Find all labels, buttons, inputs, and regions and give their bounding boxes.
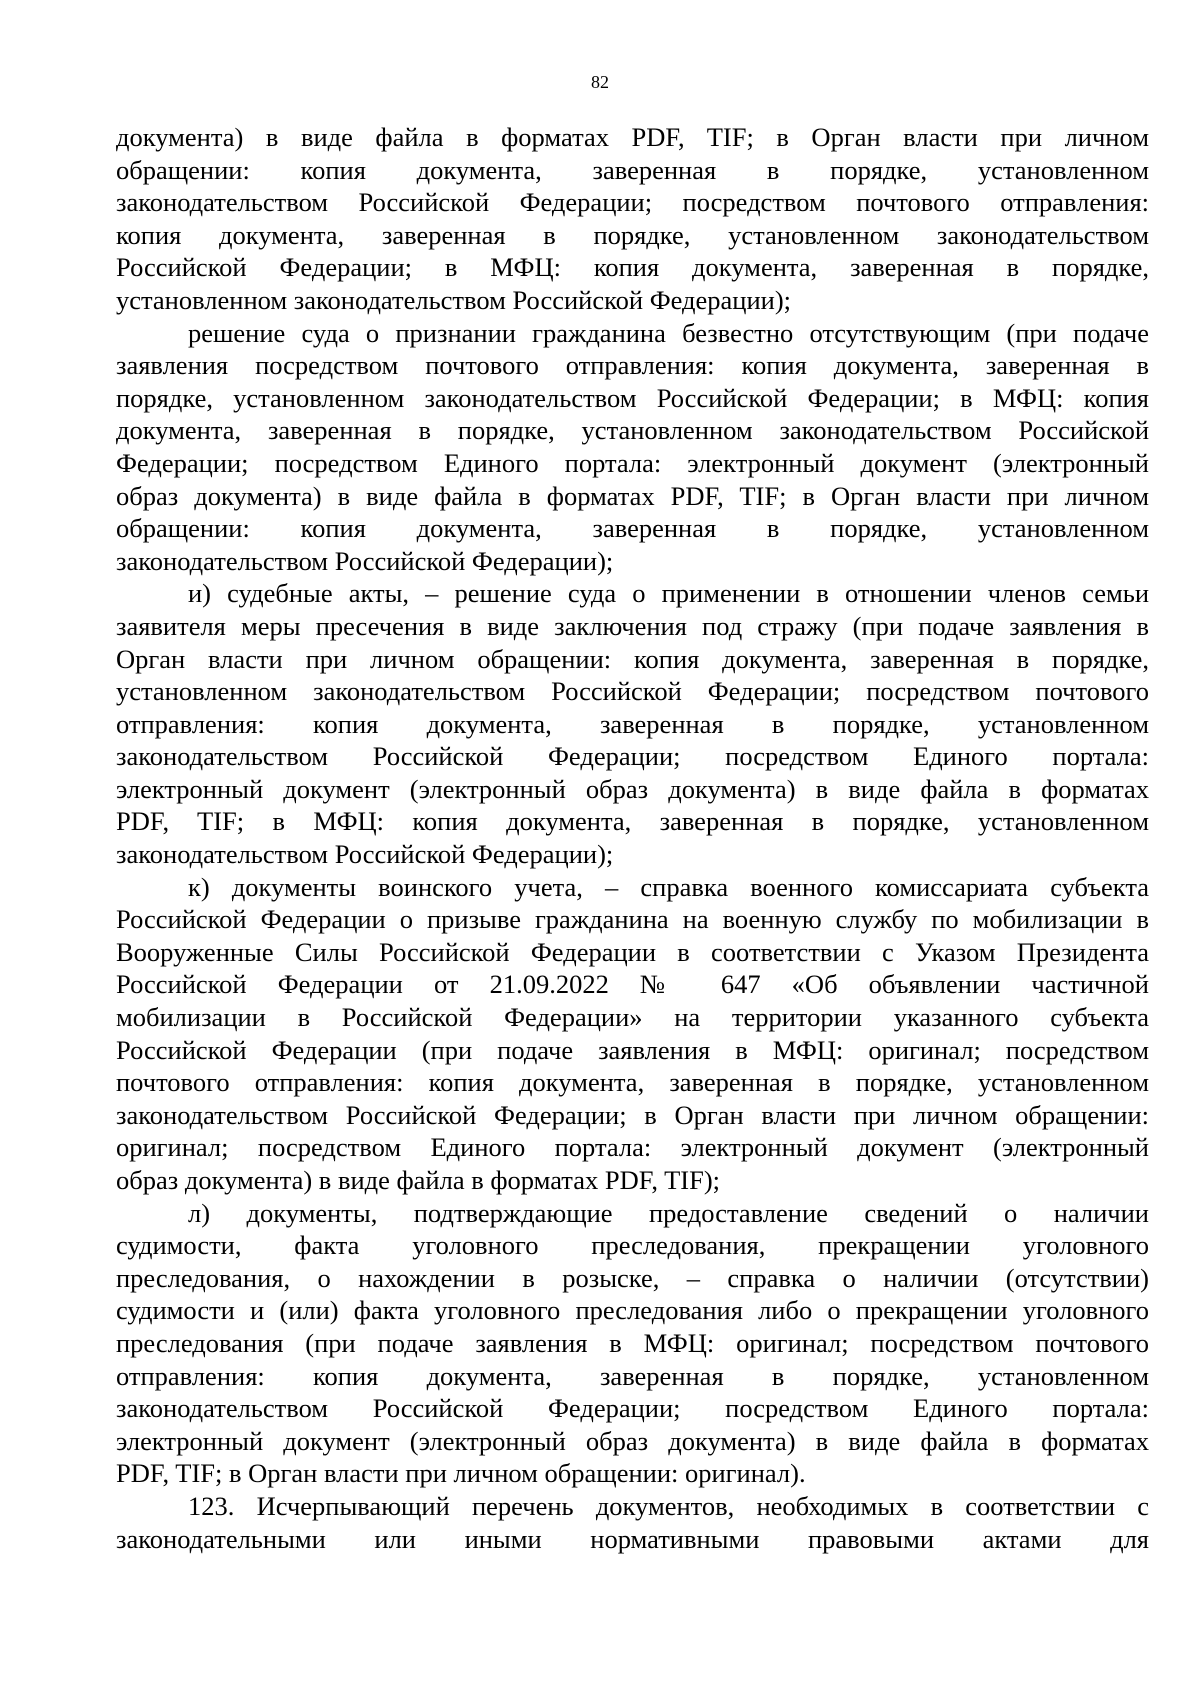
page-number: 82	[591, 72, 609, 92]
text-line: отправления: копия документа, заверенная в порядке, установленном	[116, 1360, 1149, 1391]
text-line: копия документа, заверенная в порядке, установленном законодательством	[116, 219, 1149, 250]
text-line: преследования, о нахождении в розыске, – справка о наличии (отсутствии)	[116, 1262, 1149, 1293]
text-line: и) судебные акты, – решение суда о применении в отношении членов семьи	[188, 578, 1149, 609]
text-line: электронный документ (электронный образ документа) в виде файла в форматах	[116, 1425, 1149, 1456]
text-line: преследования (при подаче заявления в МФЦ: оригинал; посредством почтового	[116, 1327, 1149, 1358]
text-line: PDF, TIF; в Орган власти при личном обращении: оригинал).	[116, 1458, 806, 1489]
document-body	[116, 121, 1149, 1555]
text-line: Российской Федерации (при подаче заявления в МФЦ: оригинал; посредством	[116, 1034, 1149, 1065]
text-line: обращении: копия документа, заверенная в порядке, установленном	[116, 513, 1149, 544]
text-line: почтового отправления: копия документа, заверенная в порядке, установленном	[116, 1067, 1149, 1098]
text-line: образ документа) в виде файла в форматах PDF, TIF; в Орган власти при личном	[116, 480, 1149, 511]
text-line: установленном законодательством Российской Федерации);	[116, 284, 792, 315]
text-line: судимости, факта уголовного преследования, прекращении уголовного	[116, 1230, 1149, 1261]
text-line: Орган власти при личном обращении: копия документа, заверенная в порядке,	[116, 643, 1149, 674]
text-line: документа) в виде файла в форматах PDF, TIF; в Орган власти при личном	[116, 122, 1149, 152]
text-line: Российской Федерации о призыве гражданина на военную службу по мобилизации в	[116, 904, 1149, 935]
text-line: законодательством Российской Федерации; посредством Единого портала:	[116, 1393, 1149, 1424]
text-line: законодательством Российской Федерации);	[116, 545, 614, 576]
text-line: законодательством Российской Федерации);	[116, 839, 614, 870]
text-line: 123. Исчерпывающий перечень документов, необходимых в соответствии с	[188, 1490, 1149, 1521]
text-line: решение суда о признании гражданина безвестно отсутствующим (при подаче	[188, 317, 1149, 348]
text-line: законодательством Российской Федерации; в Орган власти при личном обращении:	[116, 1099, 1149, 1130]
text-line: Вооруженные Силы Российской Федерации в соответствии с Указом Президента	[116, 936, 1149, 967]
text-line: заявления посредством почтового отправления: копия документа, заверенная в	[116, 350, 1149, 381]
text-line: законодательными или иными нормативными правовыми актами для	[116, 1523, 1149, 1554]
text-line: заявителя меры пресечения в виде заключения под стражу (при подаче заявления в	[116, 610, 1149, 641]
text-line: электронный документ (электронный образ документа) в виде файла в форматах	[116, 773, 1149, 804]
text-line: PDF, TIF; в МФЦ: копия документа, заверенная в порядке, установленном	[116, 806, 1149, 837]
text-line: к) документы воинского учета, – справка военного комиссариата субъекта	[188, 871, 1149, 902]
text-line: законодательством Российской Федерации; посредством Единого портала:	[116, 741, 1149, 772]
text-line: порядке, установленном законодательством Российской Федерации; в МФЦ: копия	[116, 382, 1149, 413]
text-line: Российской Федерации; в МФЦ: копия документа, заверенная в порядке,	[116, 252, 1149, 283]
text-line: Российской Федерации от 21.09.2022 № 647 «Об объявлении частичной	[116, 969, 1149, 1000]
text-line: установленном законодательством Российской Федерации; посредством почтового	[116, 676, 1149, 707]
text-line: мобилизации в Российской Федерации» на территории указанного субъекта	[116, 1002, 1149, 1033]
text-line: судимости и (или) факта уголовного преследования либо о прекращении уголовного	[116, 1295, 1149, 1326]
text-line: законодательством Российской Федерации; посредством почтового отправления:	[116, 187, 1149, 218]
text-line: л) документы, подтверждающие предоставление сведений о наличии	[188, 1197, 1149, 1228]
text-line: оригинал; посредством Единого портала: электронный документ (электронный	[116, 1132, 1149, 1163]
text-line: обращении: копия документа, заверенная в порядке, установленном	[116, 154, 1149, 185]
text-line: Федерации; посредством Единого портала: электронный документ (электронный	[116, 447, 1149, 478]
text-line: отправления: копия документа, заверенная в порядке, установленном	[116, 708, 1149, 739]
text-line: документа, заверенная в порядке, установленном законодательством Российской	[116, 415, 1149, 446]
text-line: образ документа) в виде файла в форматах PDF, TIF);	[116, 1165, 721, 1195]
